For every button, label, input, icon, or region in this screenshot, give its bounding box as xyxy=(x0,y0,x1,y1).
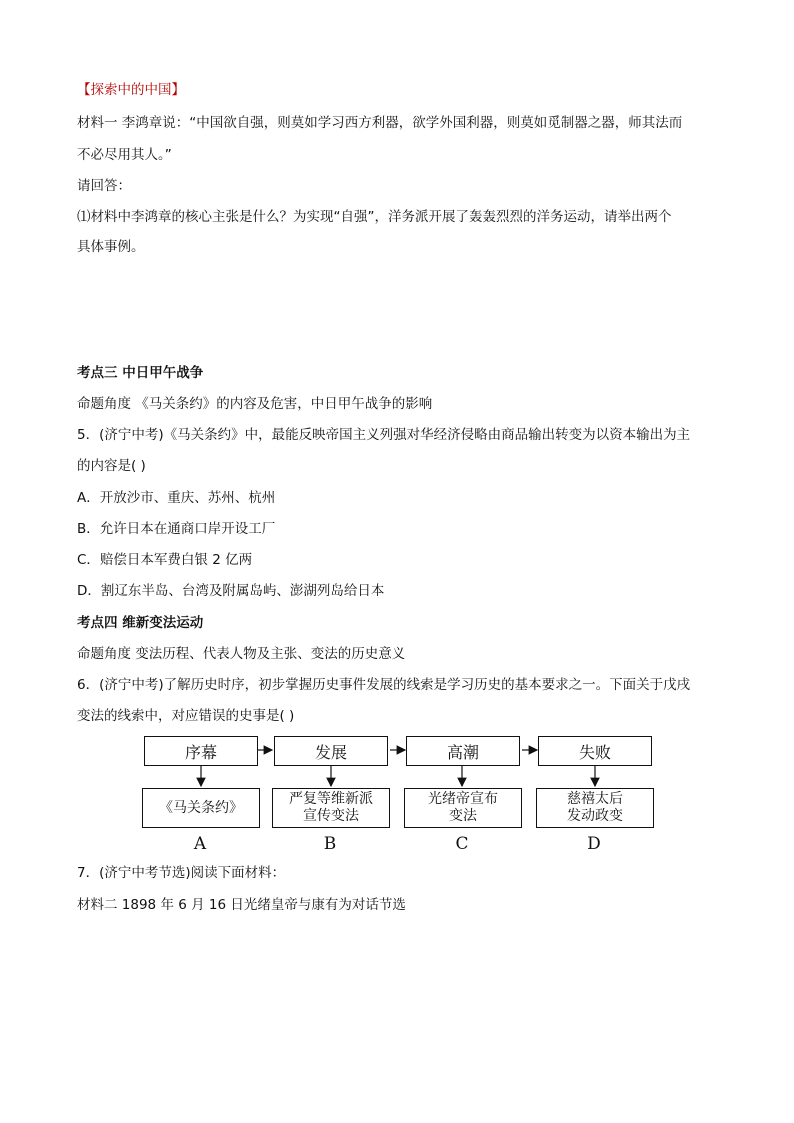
event-c xyxy=(404,788,522,828)
question6-line2: 变法的线索中，对应错误的史事是( ) xyxy=(77,708,295,724)
event-b-line1: 严复等维新派 xyxy=(289,791,373,807)
reform-timeline-diagram xyxy=(140,730,660,855)
event-c-line2: 变法 xyxy=(449,808,477,824)
question7-line1: 7．(济宁中考节选)阅读下面材料： xyxy=(77,865,286,881)
stage-development: 发展 xyxy=(274,736,388,766)
event-a xyxy=(142,788,260,828)
event-b-line2: 宣传变法 xyxy=(303,808,359,824)
question5-option-c: C．赔偿日本军费白银 2 亿两 xyxy=(77,552,253,568)
section-heading-exploring-china: 【探索中的中国】 xyxy=(77,82,185,98)
option-letter-b: B xyxy=(323,834,337,854)
event-c-line1: 光绪帝宣布 xyxy=(428,791,498,807)
topic4-angle: 命题角度 变法历程、代表人物及主张、变法的历史意义 xyxy=(77,646,406,662)
question5-line2: 的内容是( ) xyxy=(77,458,146,474)
question6-line1: 6．(济宁中考)了解历史时序，初步掌握历史事件发展的线索是学习历史的基本要求之一。下面关于戊戌 xyxy=(77,677,691,693)
material1-line2: 不必尽用其人。” xyxy=(77,147,172,163)
material2-line: 材料二 1898 年 6 月 16 日光绪皇帝与康有为对话节选 xyxy=(77,897,406,913)
question5-line1: 5．(济宁中考)《马关条约》中，最能反映帝国主义列强对华经济侵略由商品输出转变为以资本输出为主 xyxy=(77,427,691,443)
stage-prelude: 序幕 xyxy=(144,736,258,766)
option-letter-c: C xyxy=(455,834,469,854)
question5-option-d: D．割辽东半岛、台湾及附属岛屿、澎湖列岛给日本 xyxy=(77,583,385,599)
event-d-line1: 慈禧太后 xyxy=(567,791,623,807)
stage-failure: 失败 xyxy=(538,736,652,766)
event-d xyxy=(536,788,654,828)
event-a-line1: 《马关条约》 xyxy=(159,799,243,816)
option-letter-d: D xyxy=(587,834,601,854)
topic4-title: 考点四 维新变法运动 xyxy=(77,615,204,631)
answer-prompt: 请回答： xyxy=(77,178,131,194)
question1-line1: ⑴材料中李鸿章的核心主张是什么？为实现“自强”，洋务派开展了轰轰烈烈的洋务运动，请举出两个 xyxy=(77,209,672,225)
event-d-line2: 发动政变 xyxy=(567,808,623,824)
material1-line1: 材料一 李鸿章说：“中国欲自强，则莫如学习西方利器，欲学外国利器，则莫如觅制器之器，师其法而 xyxy=(77,115,683,131)
question5-option-a: A．开放沙市、重庆、苏州、杭州 xyxy=(77,490,276,506)
topic3-angle: 命题角度 《马关条约》的内容及危害，中日甲午战争的影响 xyxy=(77,396,433,412)
question5-option-b: B．允许日本在通商口岸开设工厂 xyxy=(77,521,276,537)
option-letter-a: A xyxy=(193,834,207,854)
event-b xyxy=(272,788,390,828)
question1-line2: 具体事例。 xyxy=(77,239,145,255)
topic3-title: 考点三 中日甲午战争 xyxy=(77,365,204,381)
stage-climax: 高潮 xyxy=(406,736,520,766)
